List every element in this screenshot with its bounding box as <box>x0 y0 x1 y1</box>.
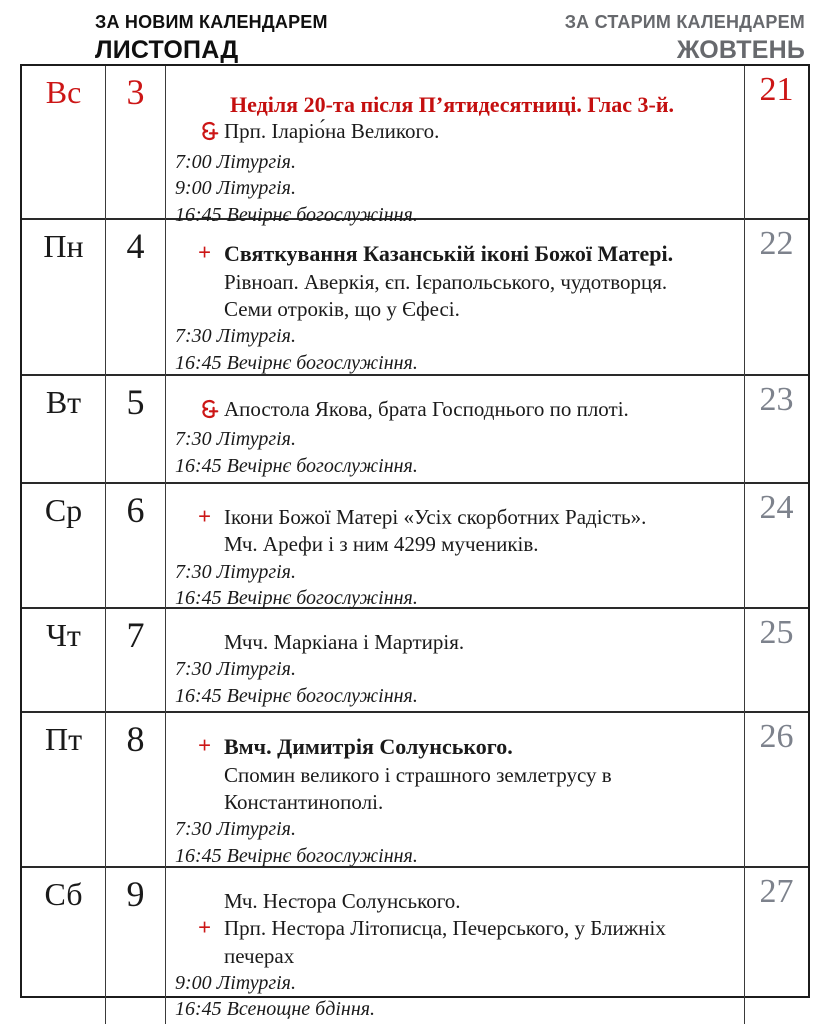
new-date-cell: 5 <box>106 376 166 487</box>
service-schedule <box>166 970 738 1024</box>
service-time: 16:45 Вечірнє богослужіння. <box>175 203 418 226</box>
service-time: 16:45 Вечірнє богослужіння. <box>175 351 418 374</box>
feast-entry <box>166 762 738 789</box>
plus-cross-icon: + <box>198 504 212 529</box>
content-cell <box>166 713 745 877</box>
weekday-cell: Сб <box>22 868 106 1024</box>
service-time: 7:30 Літургія. <box>175 658 296 681</box>
typikon-sign-icon <box>198 396 224 426</box>
service-time: 16:45 Вечірнє богослужіння. <box>175 684 418 707</box>
calendar-row <box>22 609 808 713</box>
service-time: 16:45 Всенощне бдіння. <box>175 998 376 1021</box>
old-date-cell: 23 <box>759 381 794 418</box>
old-date-cell: 24 <box>759 489 794 526</box>
service-schedule <box>166 426 738 481</box>
old-calendar-header <box>565 12 805 65</box>
content-cell <box>166 868 745 1024</box>
weekday-cell: Ср <box>22 484 106 619</box>
feast-list <box>166 240 738 323</box>
feast-entry <box>166 504 738 531</box>
calendar-row <box>22 376 808 484</box>
feast-entry <box>166 396 738 426</box>
new-date-cell: 3 <box>106 66 166 236</box>
feast-text: Мч. Нестора Солунського. <box>224 889 461 913</box>
feast-text: Святкування Казанській іконі Божої Матері. <box>224 241 674 266</box>
feast-text: Прп. Нестора Літописца, Печерського, у Ближніх печерах <box>224 916 666 968</box>
feast-entry <box>166 888 738 915</box>
service-time: 7:30 Літургія. <box>175 818 296 841</box>
feast-list <box>166 396 738 426</box>
service-time: 9:00 Літургія. <box>175 971 296 994</box>
service-schedule <box>166 816 738 871</box>
service-time: 7:00 Літургія. <box>175 150 296 173</box>
service-schedule <box>166 149 738 230</box>
weekday-cell: Вт <box>22 376 106 487</box>
calendar-row <box>22 66 808 226</box>
feast-text: Константинополі. <box>224 789 384 814</box>
weekday-cell: Чт <box>22 609 106 717</box>
new-calendar-header <box>95 12 328 65</box>
feast-text: Спомин великого і страшного землетрусу в <box>224 762 612 787</box>
weekday-cell: Пт <box>22 713 106 877</box>
content-cell <box>166 484 745 619</box>
service-schedule <box>166 559 738 614</box>
feast-text: Рівноап. Аверкія, єп. Ієрапольського, чудотворця. <box>224 269 668 294</box>
feast-text: Прп. Іларіо́на Великого. <box>224 119 440 144</box>
typikon-sign-icon <box>198 118 224 148</box>
feast-text: Вмч. Димитрія Солунського. <box>224 734 513 759</box>
feast-entry <box>166 118 738 148</box>
service-time: 16:45 Вечірнє богослужіння. <box>175 454 418 477</box>
feast-entry <box>166 269 738 296</box>
service-schedule <box>166 323 738 378</box>
weekday-cell: Пн <box>22 220 106 384</box>
plus-cross-icon: + <box>198 733 212 758</box>
sunday-title: Неділя 20-та після П’ятидесятниці. Глас 3-й. <box>230 92 674 117</box>
plus-cross-icon: + <box>198 240 212 265</box>
old-date-cell: 21 <box>759 71 794 108</box>
feast-entry <box>166 531 738 558</box>
feast-entry <box>166 789 738 816</box>
content-cell <box>166 66 745 236</box>
feast-text: Ікони Божої Матері «Усіх скорботних Радість». <box>224 505 647 529</box>
feast-text: Апостола Якова, брата Господнього по плоті. <box>224 397 629 421</box>
old-date-cell: 22 <box>759 225 794 262</box>
content-cell <box>166 609 745 717</box>
service-schedule <box>166 656 738 711</box>
feast-entry <box>166 915 738 970</box>
feast-entry <box>166 629 738 656</box>
feast-entry <box>166 240 738 269</box>
new-date-cell: 4 <box>106 220 166 384</box>
calendar-row <box>22 868 808 1021</box>
feast-text: Мчч. Маркіана і Мартирія. <box>224 630 465 654</box>
weekday-cell: Вс <box>22 66 106 236</box>
calendar-row <box>22 220 808 376</box>
content-cell <box>166 376 745 487</box>
content-cell <box>166 220 745 384</box>
old-date-cell: 26 <box>759 718 794 755</box>
service-time: 9:00 Літургія. <box>175 177 296 200</box>
feast-list <box>166 629 738 656</box>
new-date-cell: 6 <box>106 484 166 619</box>
service-time: 7:30 Літургія. <box>175 325 296 348</box>
feast-text: Семи отроків, що у Єфесі. <box>224 296 460 321</box>
service-time: 7:30 Літургія. <box>175 560 296 583</box>
new-calendar-heading: ЗА НОВИМ КАЛЕНДАРЕМ <box>95 12 328 32</box>
new-month-title: ЛИСТОПАД <box>95 36 239 64</box>
old-date-cell: 27 <box>759 873 794 910</box>
feast-list <box>166 118 738 148</box>
feast-list <box>166 888 738 970</box>
new-date-cell: 8 <box>106 713 166 877</box>
feast-entry <box>166 733 738 762</box>
old-date-cell: 25 <box>759 614 794 651</box>
service-time: 16:45 Вечірнє богослужіння. <box>175 844 418 867</box>
feast-list <box>166 733 738 816</box>
feast-entry <box>166 296 738 323</box>
calendar-table <box>20 64 810 1021</box>
new-date-cell: 7 <box>106 609 166 717</box>
feast-list <box>166 504 738 559</box>
new-date-cell: 9 <box>106 868 166 1024</box>
calendar-row <box>22 484 808 609</box>
service-time: 16:45 Вечірнє богослужіння. <box>175 586 418 609</box>
feast-text: Мч. Арефи і з ним 4299 мучеників. <box>224 532 539 557</box>
service-time: 7:30 Літургія. <box>175 428 296 451</box>
calendar-row <box>22 713 808 868</box>
old-calendar-heading: ЗА СТАРИМ КАЛЕНДАРЕМ <box>564 12 805 32</box>
plus-cross-icon: + <box>198 915 212 941</box>
old-month-title: ЖОВТЕНЬ <box>676 36 805 64</box>
